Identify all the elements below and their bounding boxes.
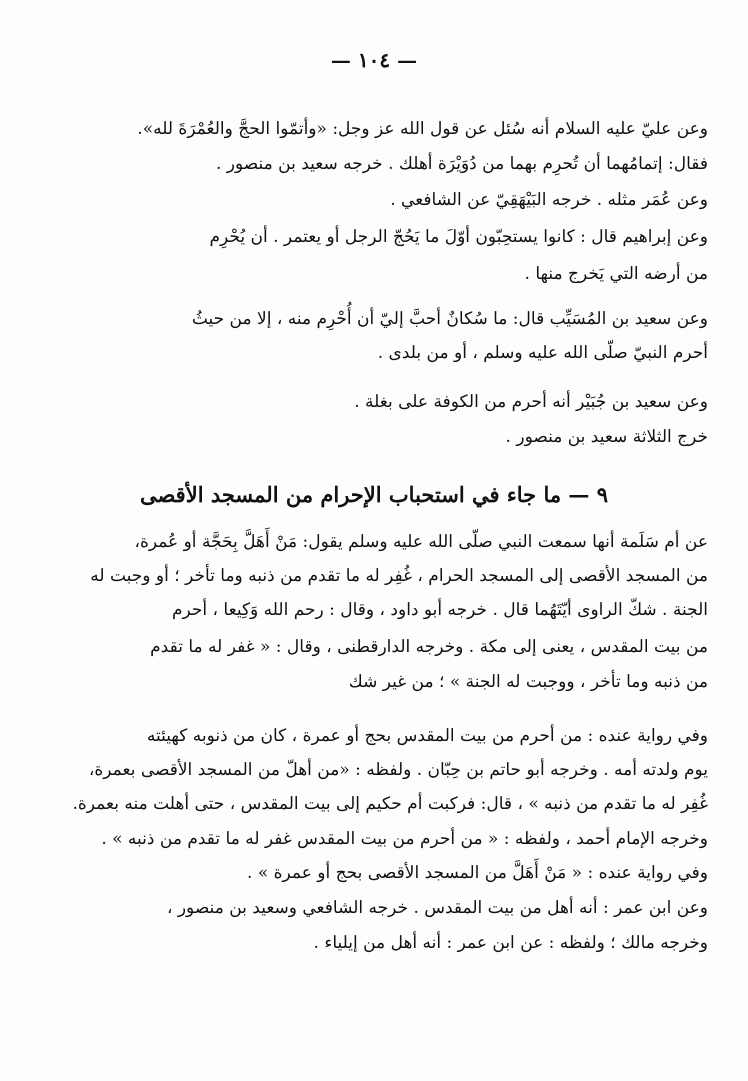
text-line: غُفِر له ما تقدم من ذنبه » ، قال: فركبت أم حكيم إلى بيت المقدس ، حتى أهلت منه بعمرة.: [72, 794, 708, 814]
text-line: وخرجه الإمام أحمد ، ولفظه : « من أحرم من بيت المقدس غفر له ما تقدم من ذنبه » .: [101, 829, 708, 849]
text-line: وعن إبراهيم قال : كانوا يستحِبّون أوّلَ ما يَحُجّ الرجل أو يعتمر . أن يُحْرِم: [209, 227, 708, 247]
text-line: خرج الثلاثة سعيد بن منصور .: [505, 427, 708, 447]
page-number: — ١٠٤ —: [330, 48, 418, 72]
text-line: وفي رواية عنده : من أحرم من بيت المقدس بحج أو عمرة ، كان من ذنوبه كهيئته: [146, 726, 708, 746]
text-line: الجنة . شكّ الراوى أيّتَهُما قال . خرجه أبو داود ، وقال : رحم الله وَكِيعا ، أحرم: [172, 600, 708, 620]
text-line: وعن عليّ عليه السلام أنه سُئل عن قول الله عز وجل: «وأتمّوا الحجَّ والعُمْرَةَ لله».: [137, 119, 708, 139]
text-line: عن أم سَلَمة أنها سمعت النبي صلّى الله عليه وسلم يقول: مَنْ أَهَلَّ بِحَجَّة أو عُمرة،: [134, 532, 708, 552]
text-line: وعن ابن عمر : أنه أهل من بيت المقدس . خرجه الشافعي وسعيد بن منصور ،: [166, 898, 708, 918]
text-line: وعن عُمَر مثله . خرجه البَيْهَقِيّ عن الشافعي .: [390, 190, 708, 210]
text-line: يوم ولدته أمه . وخرجه أبو حاتم بن حِبّان . ولفظه : «من أهلّ من المسجد الأقصى بعمرة،: [88, 760, 708, 780]
text-line: من أرضه التي يَخرج منها .: [524, 264, 708, 284]
text-line: أحرم النبيّ صلّى الله عليه وسلم ، أو من بلدى .: [377, 343, 708, 363]
text-line: من بيت المقدس ، يعنى إلى مكة . وخرجه الدارقطنى ، وقال : « غفر له ما تقدم: [150, 637, 708, 657]
section-heading: ٩ — ما جاء في استحباب الإحرام من المسجد الأقصى: [139, 482, 609, 507]
text-line: من ذنبه وما تأخر ، ووجبت له الجنة » ؛ من غير شك: [348, 672, 708, 692]
text-line: وخرجه مالك ؛ ولفظه : عن ابن عمر : أنه أهل من إيلياء .: [313, 933, 708, 953]
text-line: وعن سعيد بن المُسَيِّب قال: ما سُكانٌ أحبَّ إليّ أن أُحْرِم منه ، إلا من حيثُ: [191, 309, 708, 329]
text-line: وفي رواية عنده : « مَنْ أَهَلَّ من المسجد الأقصى بحج أو عمرة » .: [247, 863, 708, 883]
text-line: وعن سعيد بن جُبَيْر أنه أحرم من الكوفة على بغلة .: [354, 392, 708, 412]
text-line: فقال: إتمامُهما أن تُحرِم بهما من دُوَيْرَة أهلك . خرجه سعيد بن منصور .: [216, 154, 708, 174]
text-line: من المسجد الأقصى إلى المسجد الحرام ، غُفِر له ما تقدم من ذنبه وما تأخر ؛ أو وجبت له: [90, 566, 708, 586]
